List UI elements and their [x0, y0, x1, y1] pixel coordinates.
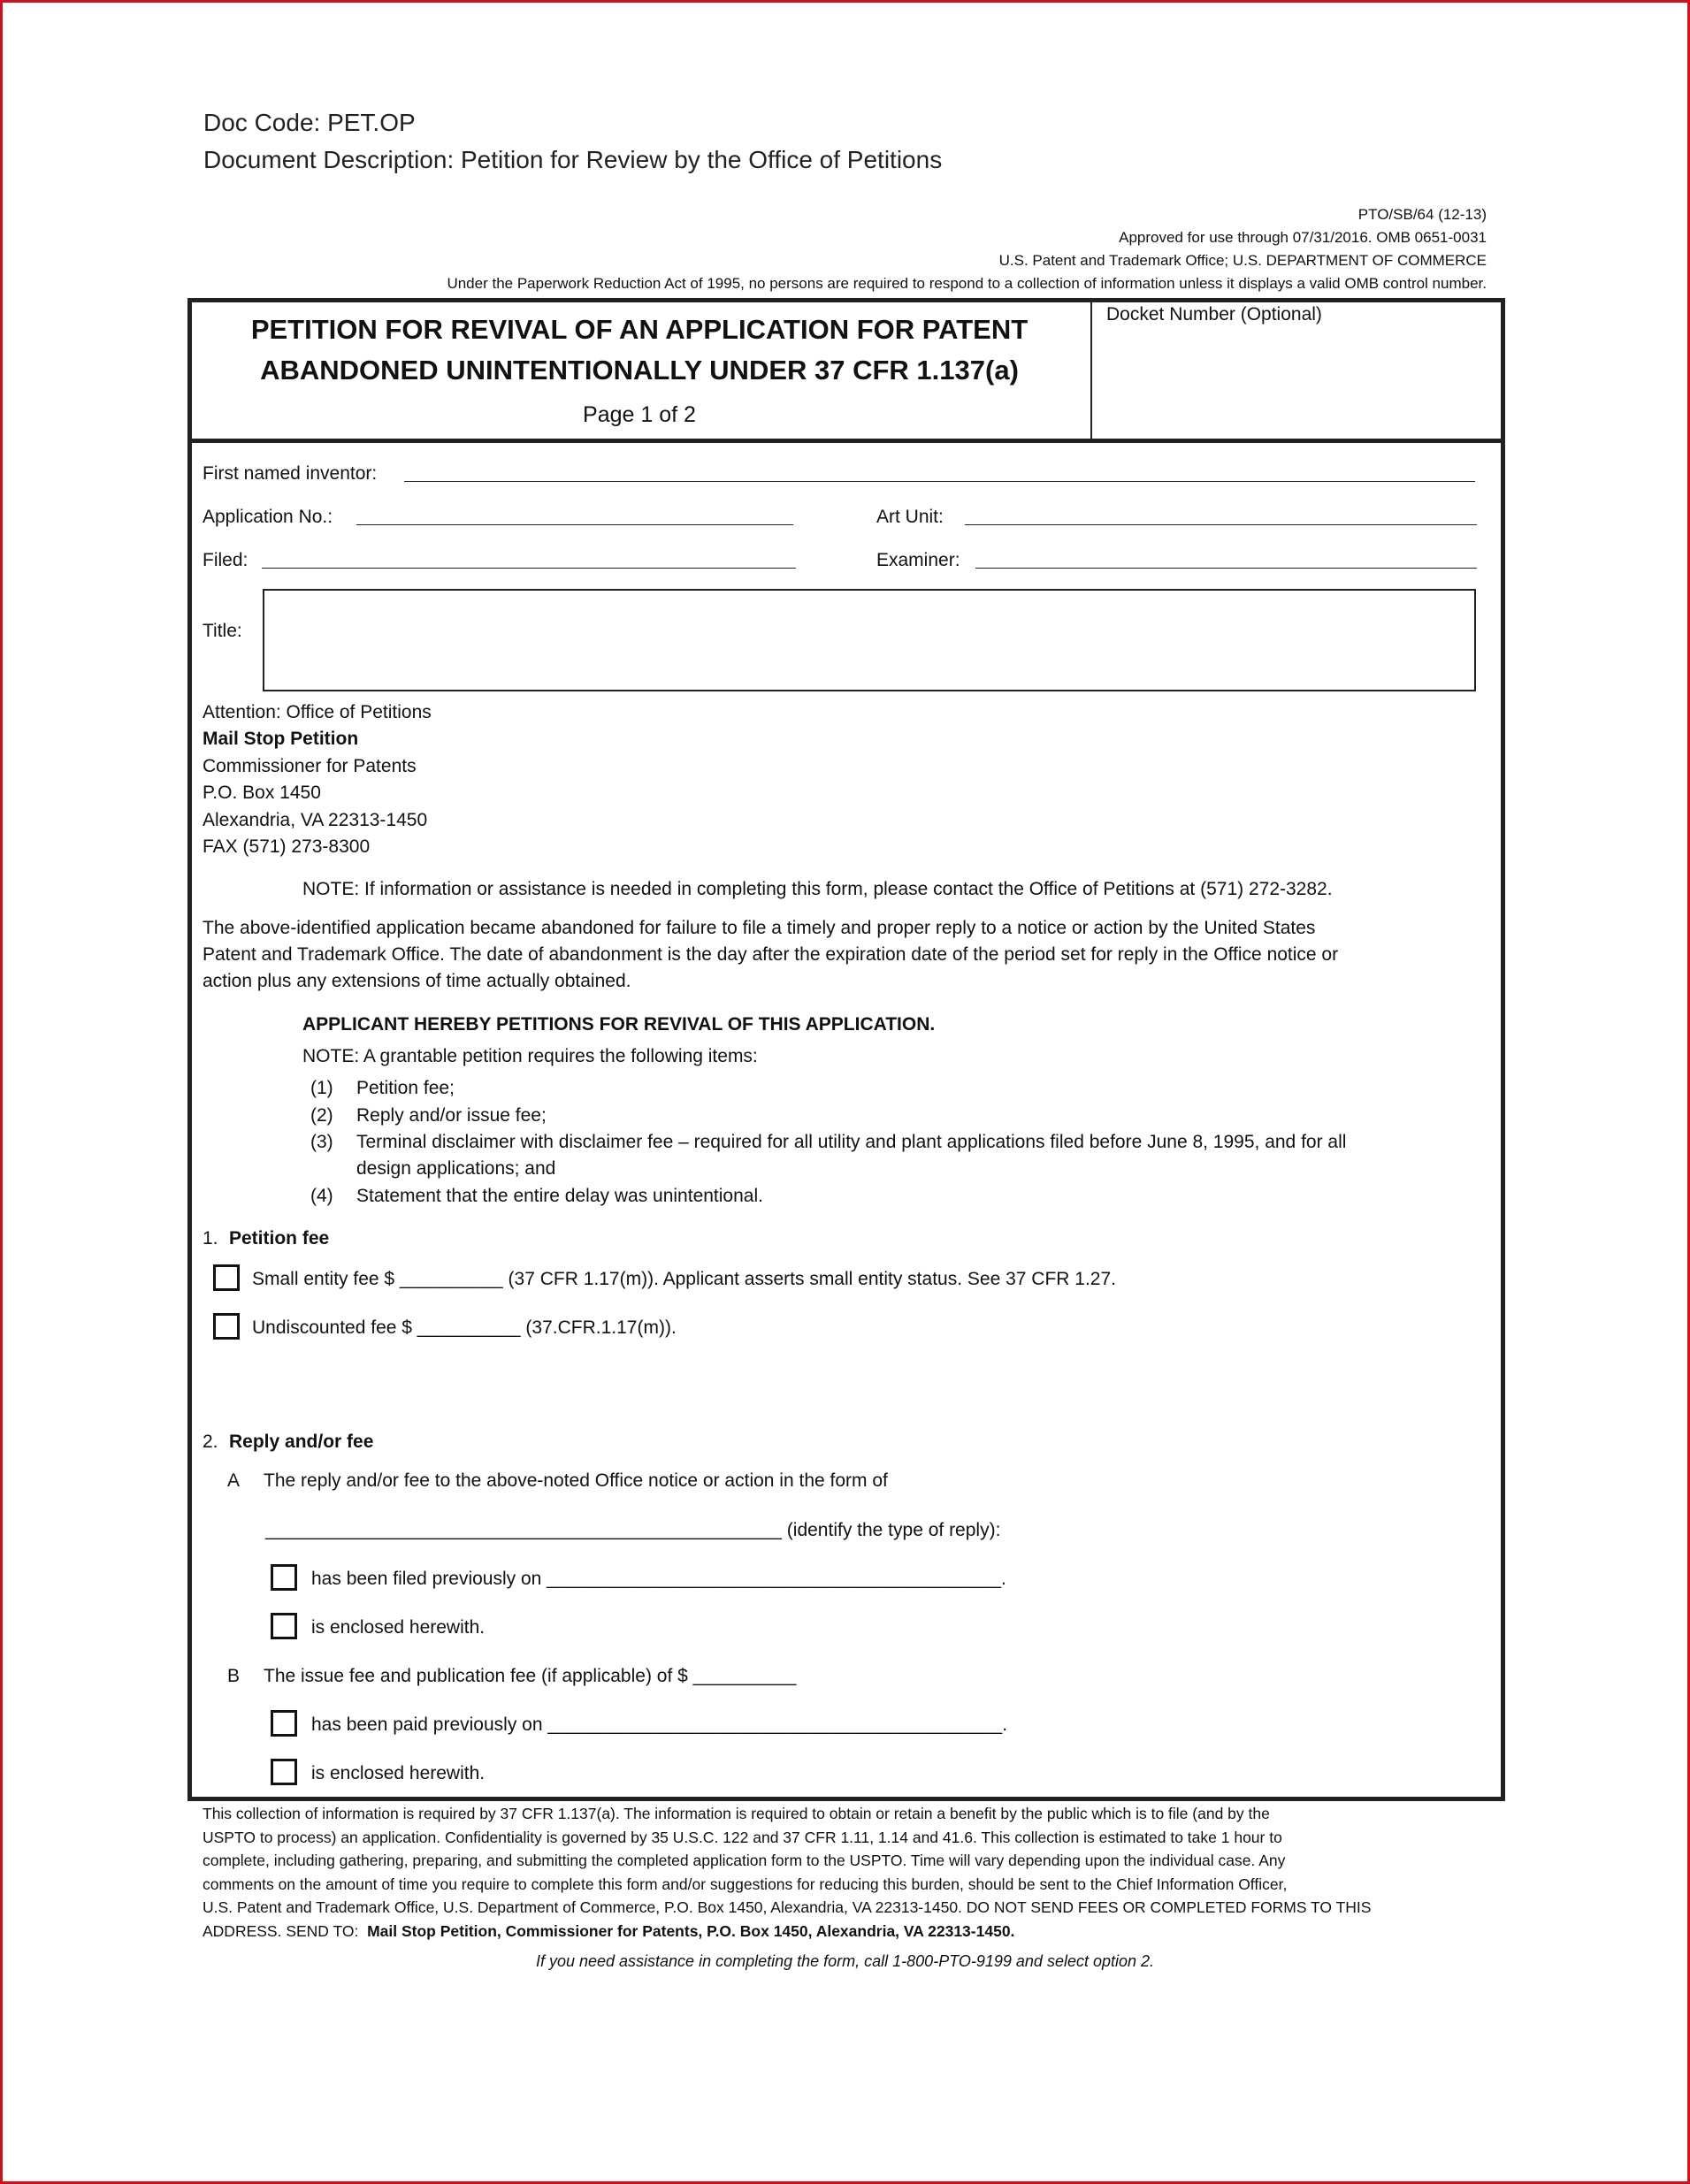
petition-heading: APPLICANT HEREBY PETITIONS FOR REVIVAL OF THIS APPLICATION. — [302, 1014, 936, 1035]
abandonment-paragraph-line: Patent and Trademark Office. The date of abandonment is the day after the expiration date of the period set for reply in the Office notice or — [203, 944, 1339, 965]
doc-code: Doc Code: PET.OP — [203, 109, 416, 136]
item-text: design applications; and — [356, 1158, 556, 1179]
commissioner: Commissioner for Patents — [203, 756, 417, 776]
item-number: (3) — [310, 1132, 333, 1152]
fee-enclosed-checkbox[interactable] — [271, 1759, 297, 1785]
reply-enclosed-label: is enclosed herewith. — [311, 1617, 486, 1638]
item-text: Petition fee; — [356, 1078, 455, 1098]
page-indicator: Page 1 of 2 — [583, 402, 696, 427]
footer-line: This collection of information is required by 37 CFR 1.137(a). The information is required to obtain or retain a benefit by the public which is to file (and by the — [203, 1805, 1270, 1822]
section1-number: 1. — [203, 1228, 218, 1249]
reply-enclosed-checkbox[interactable] — [271, 1613, 297, 1639]
filed-previously-checkbox[interactable] — [271, 1564, 297, 1591]
app-no-label: Application No.: — [203, 507, 333, 527]
inventor-input[interactable] — [404, 465, 1475, 482]
item-number: (4) — [310, 1186, 333, 1206]
option-b-label: B — [227, 1666, 241, 1686]
undiscounted-checkbox[interactable] — [213, 1313, 240, 1340]
option-b-text: The issue fee and publication fee (if applicable) of $ __________ — [264, 1666, 797, 1686]
examiner-label: Examiner: — [876, 550, 960, 570]
small-entity-checkbox[interactable] — [213, 1264, 240, 1291]
filed-previously-label: has been filed previously on ____________________________________________. — [311, 1569, 1006, 1589]
burden-statement — [203, 1802, 1476, 1943]
option-a-text: The reply and/or fee to the above-noted Office notice or action in the form of — [264, 1470, 888, 1491]
app-no-input[interactable] — [356, 508, 793, 525]
inventor-label: First named inventor: — [203, 463, 378, 484]
city: Alexandria, VA 22313-1450 — [203, 810, 428, 830]
title-input[interactable] — [263, 589, 1476, 691]
item-text: Statement that the entire delay was unintentional. — [356, 1186, 763, 1206]
note-assistance: NOTE: If information or assistance is needed in completing this form, please contact the Office of Petitions at (571) 272-3282. — [302, 879, 1333, 899]
reply-type-input[interactable]: __________________________________________________ (identify the type of reply): — [265, 1520, 1001, 1540]
paperwork-notice: Under the Paperwork Reduction Act of 1995, no persons are required to respond to a collection of information unless it displays a valid OMB control number. — [447, 275, 1487, 292]
header-divider — [187, 439, 1505, 443]
form-title-line1: PETITION FOR REVIVAL OF AN APPLICATION FOR PATENT — [250, 314, 1029, 345]
examiner-input[interactable] — [975, 552, 1477, 569]
art-unit-label: Art Unit: — [876, 507, 944, 527]
docket-divider — [1090, 298, 1092, 440]
doc-description: Document Description: Petition for Review by the Office of Petitions — [203, 146, 943, 173]
po-box: P.O. Box 1450 — [203, 783, 321, 803]
footer-line: comments on the amount of time you require to complete this form and/or suggestions for reducing this burden, should be sent to the Chief Information Officer, — [203, 1875, 1288, 1893]
paid-previously-checkbox[interactable] — [271, 1710, 297, 1737]
item-text: Terminal disclaimer with disclaimer fee – required for all utility and plant applications filed before June 8, 1995, and for all — [356, 1132, 1347, 1152]
abandonment-paragraph-line: action plus any extensions of time actually obtained. — [203, 971, 631, 991]
form-number: PTO/SB/64 (12-13) — [1357, 206, 1487, 223]
form-title-line2: ABANDONED UNINTENTIONALLY UNDER 37 CFR 1.137(a) — [260, 355, 1019, 386]
footer-line: USPTO to process) an application. Confidentiality is governed by 35 U.S.C. 122 and 37 CFR 1.11, 1.14 and 41.6. This collection is estimated to take 1 hour to — [203, 1828, 1282, 1846]
undiscounted-label: Undiscounted fee $ __________ (37.CFR.1.17(m)). — [252, 1317, 677, 1338]
footer-line: complete, including gathering, preparing, and submitting the completed application form to the USPTO. Time will vary depending upon the individual case. Any — [203, 1852, 1286, 1869]
footer-line — [203, 1920, 1476, 1943]
item-text: Reply and/or issue fee; — [356, 1105, 547, 1126]
agency: U.S. Patent and Trademark Office; U.S. DEPARTMENT OF COMMERCE — [998, 252, 1487, 269]
docket-label: Docket Number (Optional) — [1106, 304, 1322, 325]
note-requirements: NOTE: A grantable petition requires the following items: — [302, 1046, 758, 1066]
section2-number: 2. — [203, 1432, 218, 1452]
section2-heading: Reply and/or fee — [229, 1432, 374, 1452]
title-label: Title: — [203, 621, 242, 641]
small-entity-label: Small entity fee $ __________ (37 CFR 1.17(m)). Applicant asserts small entity status. See 37 CFR 1.27. — [252, 1269, 1116, 1289]
filed-label: Filed: — [203, 550, 249, 570]
section1-heading: Petition fee — [229, 1228, 330, 1249]
art-unit-input[interactable] — [965, 508, 1477, 525]
abandonment-paragraph-line: The above-identified application became abandoned for failure to file a timely and proper reply to a notice or action by the United States — [203, 918, 1316, 938]
footer-line: U.S. Patent and Trademark Office, U.S. Department of Commerce, P.O. Box 1450, Alexandria, VA 22313-1450. DO NOT SEND FEES OR COMPLETED FORMS TO THIS — [203, 1898, 1372, 1916]
paid-previously-label: has been paid previously on ____________________________________________. — [311, 1714, 1008, 1735]
footer-send-address: Mail Stop Petition, Commissioner for Patents, P.O. Box 1450, Alexandria, VA 22313-1450. — [367, 1921, 1015, 1940]
item-number: (1) — [310, 1078, 333, 1098]
docket-number-input[interactable] — [1097, 332, 1490, 433]
attention: Attention: Office of Petitions — [203, 702, 432, 722]
item-number: (2) — [310, 1105, 333, 1126]
assistance-note: If you need assistance in completing the form, call 1-800-PTO-9199 and select option 2. — [535, 1952, 1155, 1970]
fax: FAX (571) 273-8300 — [203, 836, 371, 857]
filed-input[interactable] — [262, 552, 796, 569]
mail-stop: Mail Stop Petition — [203, 729, 359, 749]
fee-enclosed-label: is enclosed herewith. — [311, 1763, 486, 1783]
approval-notice: Approved for use through 07/31/2016. OMB 0651-0031 — [1119, 229, 1487, 246]
option-a-label: A — [227, 1470, 241, 1491]
footer-send-to: ADDRESS. SEND TO: — [203, 1921, 359, 1940]
